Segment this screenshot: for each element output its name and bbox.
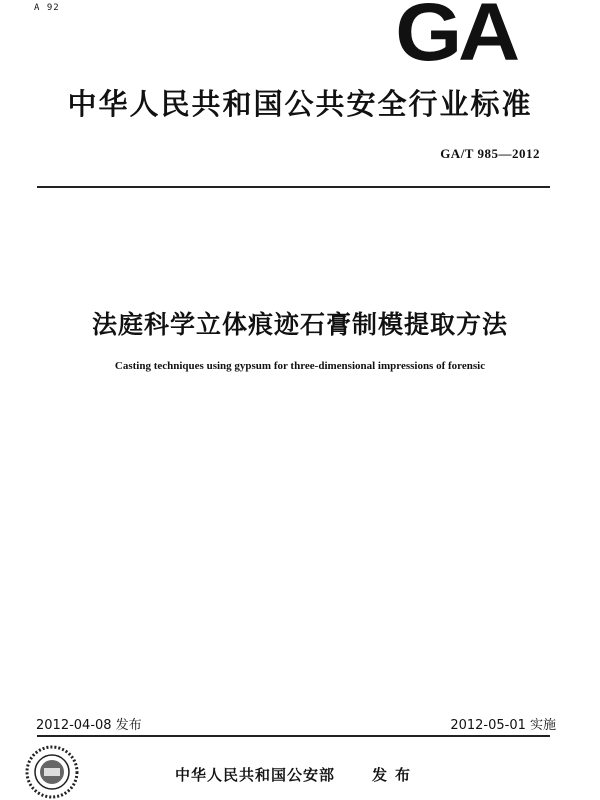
top-divider xyxy=(37,186,550,188)
publisher-name: 中华人民共和国公安部 xyxy=(175,766,336,784)
ics-code: A 92 xyxy=(34,3,60,13)
document-title-cn: 法庭科学立体痕迹石膏制模提取方法 xyxy=(91,310,508,339)
issue-date: 2012-04-08 发布 xyxy=(36,718,142,733)
document-title-en: Casting techniques using gypsum for three-dimensional impressions of forensic xyxy=(114,360,486,372)
standard-number: GA/T 985—2012 xyxy=(440,146,540,161)
ministry-seal-icon xyxy=(24,744,80,800)
implementation-date: 2012-05-01 实施 xyxy=(450,718,556,733)
publish-label: 发布 xyxy=(372,766,419,784)
bottom-divider xyxy=(37,735,550,737)
standard-category-title: 中华人民共和国公共安全行业标准 xyxy=(67,87,533,121)
ga-logo: GA xyxy=(395,0,516,78)
